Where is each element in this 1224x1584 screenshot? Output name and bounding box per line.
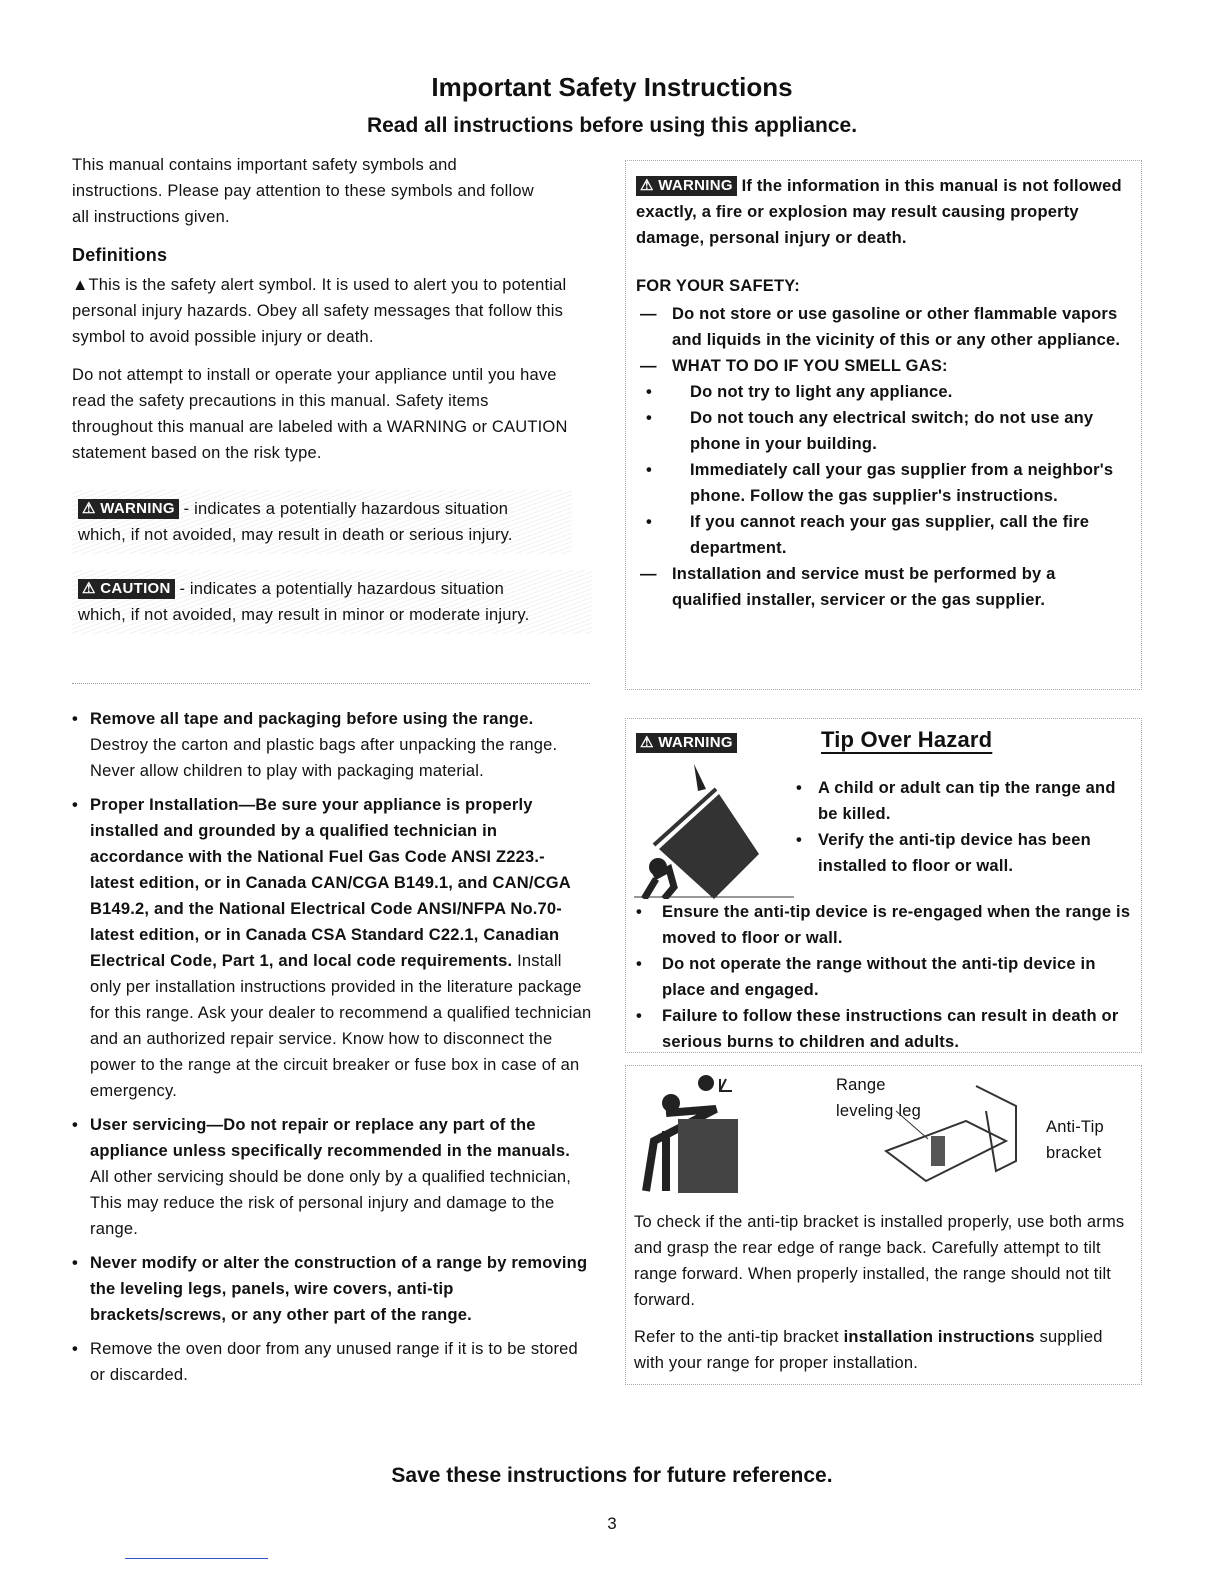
list-item: — Installation and service must be performed by a qualified installer, servicer or the gas supplier. bbox=[636, 561, 1129, 613]
anti-tip-check-box bbox=[625, 1065, 1142, 1385]
list-item: — WHAT TO DO IF YOU SMELL GAS: bbox=[636, 353, 1129, 379]
list-item: • A child or adult can tip the range and be killed. bbox=[786, 775, 1136, 827]
safety-alert-definition: ▲This is the safety alert symbol. It is used to alert you to potential personal injury hazards. Obey all safety messages that follow this symbol to avoid possible injury or death. bbox=[72, 276, 567, 346]
list-item: • Do not operate the range without the anti-tip device in place and engaged. bbox=[626, 951, 1141, 1003]
anti-tip-bracket-label: Anti-Tip bracket bbox=[1046, 1118, 1104, 1162]
gas-warning-box: ⚠ WARNING If the information in this manual is not followed exactly, a fire or explosion may result causing property damage, personal injury or death. FOR YOUR SAFETY: — Do not store or use gasoline or other flammable vapors and liquids in the vicinity of this or any other appliance. — WHAT TO DO IF YOU SMELL GAS: • Do not try to light any appliance. • Do not touch any electrical switch; do not use any phone in your building. • Immediately call your gas supplier from a neighbor's phone. Follow the gas supplier's instructions. • If you cannot reach your gas supplier, call the fire department. — Installation and service must be performed by a qualified installer, servicer or the gas supplier. bbox=[625, 160, 1142, 690]
warning-label: ⚠ WARNING bbox=[78, 499, 179, 519]
page-number: 3 bbox=[607, 1514, 617, 1533]
footnote-rule bbox=[125, 1558, 268, 1559]
tip-over-heading: Tip Over Hazard bbox=[821, 727, 993, 752]
list-item: • Do not try to light any appliance. bbox=[636, 379, 1129, 405]
warning-label: ⚠ WARNING bbox=[636, 176, 737, 196]
list-item: — Do not store or use gasoline or other flammable vapors and liquids in the vicinity of this or any other appliance. bbox=[636, 301, 1129, 353]
anti-tip-bracket-illustration-icon bbox=[856, 1081, 1036, 1191]
install-warning-text: Do not attempt to install or operate your appliance until you have read the safety precautions in this manual. Safety items throughout this manual are labeled with a WARNING or CAUTION statement based on the risk type. bbox=[72, 366, 568, 462]
list-item: • Remove all tape and packaging before using the range. Destroy the carton and plastic bags after unpacking the range. Never allow children to play with packaging material. bbox=[72, 706, 592, 784]
warning-definition: ⚠ WARNING - indicates a potentially hazardous situation which, if not avoided, may result in death or serious injury. bbox=[72, 490, 572, 554]
intro-text: This manual contains important safety symbols and instructions. Please pay attention to these symbols and follow all instructions given. bbox=[72, 156, 534, 226]
footer-note: Save these instructions for future reference. bbox=[391, 1464, 833, 1487]
tip-top-list bbox=[786, 775, 1136, 879]
tip-over-illustration-icon bbox=[634, 759, 794, 899]
caution-label: ⚠ CAUTION bbox=[78, 579, 175, 599]
warning-label: ⚠ WARNING bbox=[636, 733, 737, 753]
list-item: • Ensure the anti-tip device is re-engaged when the range is moved to floor or wall. bbox=[626, 899, 1141, 951]
page-title: Important Safety Instructions bbox=[431, 72, 793, 102]
list-item: • Do not touch any electrical switch; do not use any phone in your building. bbox=[636, 405, 1129, 457]
list-item: • Remove the oven door from any unused range if it is to be stored or discarded. bbox=[72, 1336, 592, 1388]
grasp-range-illustration-icon bbox=[636, 1071, 766, 1196]
list-item: • Failure to follow these instructions can result in death or serious burns to children and adults. bbox=[626, 1003, 1141, 1055]
left-column bbox=[72, 152, 592, 634]
list-item: • Proper Installation—Be sure your appliance is properly installed and grounded by a qualified technician in accordance with the National Fuel Gas Code ANSI Z223.- latest edition, or in Canada CAN/CGA B149.1, and CAN/CGA B149.2, and the National Electrical Code ANSI/NFPA No.70-latest edition, or in Canada CSA Standard C22.1, Canadian Electrical Code, Part 1, and local code requirements. Install only per installation instructions provided in the literature package for this range. Ask your dealer to recommend a qualified technician and an authorized repair service. Know how to disconnect the power to the range at the circuit breaker or fuse box in case of an emergency. bbox=[72, 792, 592, 1104]
list-item: • If you cannot reach your gas supplier, call the fire department. bbox=[636, 509, 1129, 561]
definitions-heading: Definitions bbox=[72, 245, 168, 265]
tip-over-box bbox=[625, 718, 1142, 1053]
caution-definition: ⚠ CAUTION - indicates a potentially hazardous situation which, if not avoided, may result in minor or moderate injury. bbox=[72, 570, 592, 634]
list-item: • Verify the anti-tip device has been installed to floor or wall. bbox=[786, 827, 1136, 879]
page-subtitle: Read all instructions before using this appliance. bbox=[366, 114, 858, 137]
refer-instructions: Refer to the anti-tip bracket installation instructions supplied with your range for proper installation. bbox=[634, 1328, 1103, 1372]
left-bullets bbox=[72, 706, 592, 1396]
gas-safety-list bbox=[636, 301, 1129, 613]
list-item: • Never modify or alter the construction of a range by removing the leveling legs, panels, wire covers, anti-tip brackets/screws, or any other part of the range. bbox=[72, 1250, 592, 1328]
safety-alert-icon: ▲ bbox=[72, 276, 89, 294]
check-instructions: To check if the anti-tip bracket is installed properly, use both arms and grasp the rear edge of range back. Carefully attempt to tilt range forward. When properly installed, the range should not tilt forward. bbox=[634, 1213, 1125, 1309]
list-item: • User servicing—Do not repair or replace any part of the appliance unless specifically recommended in the manuals. All other servicing should be done only by a qualified technician, This may reduce the risk of personal injury and damage to the range. bbox=[72, 1112, 592, 1242]
list-item: • Immediately call your gas supplier from a neighbor's phone. Follow the gas supplier's instructions. bbox=[636, 457, 1129, 509]
tip-list bbox=[626, 899, 1141, 1055]
for-your-safety-heading: FOR YOUR SAFETY: bbox=[636, 277, 800, 295]
leveling-leg-label: Range leveling leg bbox=[836, 1076, 921, 1120]
divider bbox=[72, 683, 590, 684]
